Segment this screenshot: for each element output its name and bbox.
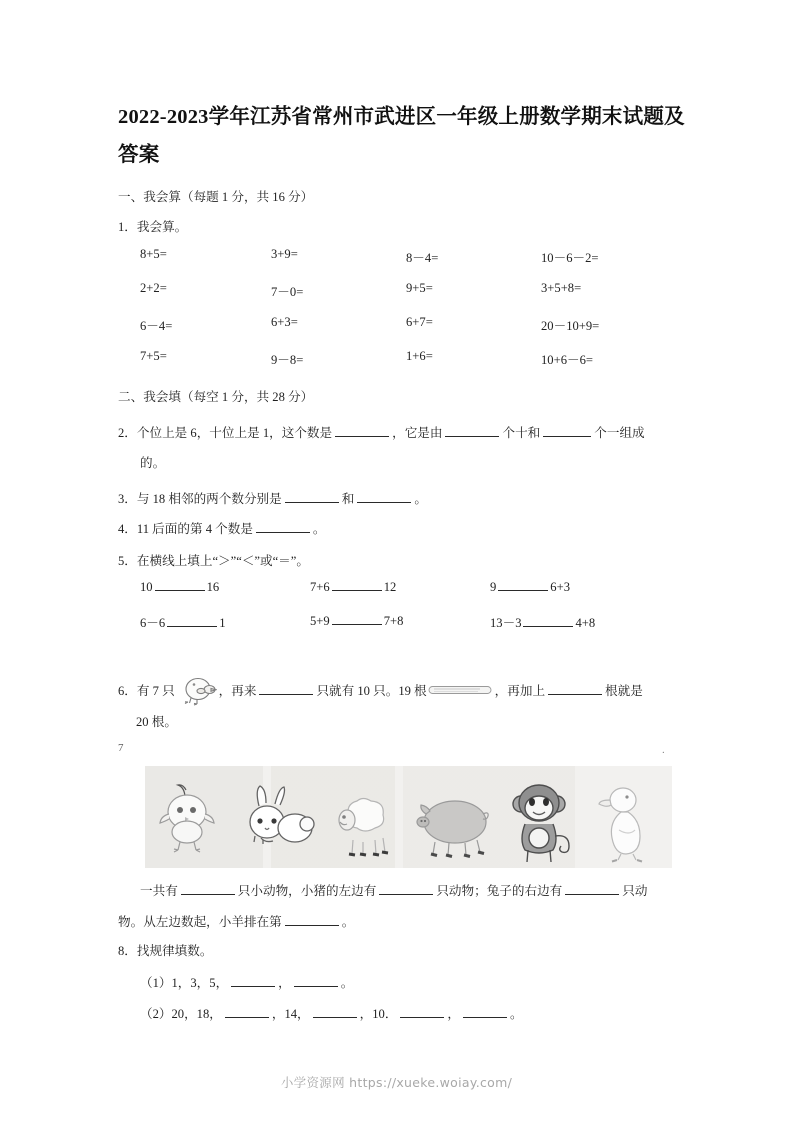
question-4-text-b: 。: [312, 522, 326, 536]
comparison-right: 16: [206, 580, 220, 594]
answer-blank[interactable]: [565, 881, 619, 895]
sequence-sep: ，14，: [271, 1007, 310, 1021]
table-row: [140, 612, 688, 646]
answer-blank[interactable]: [285, 489, 339, 503]
question-2-text-d: 个一组成: [594, 426, 645, 440]
question-7-text-f: 。: [341, 915, 355, 929]
answer-blank[interactable]: [379, 881, 433, 895]
comparison-left: 10: [140, 580, 153, 594]
question-7-text-c: 只动物；兔子的右边有: [436, 884, 563, 898]
answer-blank[interactable]: [498, 578, 548, 591]
sequence-sep: ，: [278, 976, 291, 990]
arithmetic-problem: 3+9=: [271, 247, 298, 261]
question-5-label: 5．在横线上填上“＞”“＜”或“＝”。: [118, 554, 309, 568]
arithmetic-problem: 10+6－6=: [541, 353, 593, 367]
sequence-sep: ，10．: [359, 1007, 398, 1021]
question-2-text-a: 2．个位上是 6，十位上是 1，这个数是: [118, 426, 333, 440]
comparison-left: 5+9: [310, 614, 330, 628]
arithmetic-problem: 9－8=: [271, 353, 304, 367]
answer-blank[interactable]: [332, 612, 382, 625]
question-1-label: 1．我会算。: [118, 220, 188, 234]
animal-sheep: [321, 770, 413, 866]
chick-icon: [177, 676, 217, 706]
section-2-heading: 二、我会填（每空 1 分，共 28 分）: [118, 390, 314, 404]
arithmetic-problem: 2+2=: [140, 281, 167, 295]
question-6-text-e: 根就是: [605, 684, 643, 698]
answer-blank[interactable]: [332, 578, 382, 591]
answer-blank[interactable]: [231, 973, 275, 987]
animal-duck: [583, 770, 675, 866]
arithmetic-problem: 3+5+8=: [541, 281, 582, 295]
comparison-right: 6+3: [550, 580, 570, 594]
answer-blank[interactable]: [167, 614, 217, 627]
comparison-item: [490, 578, 570, 595]
arithmetic-problem: 1+6=: [406, 349, 433, 363]
question-8-list: [140, 968, 523, 1030]
question-7: [118, 876, 690, 938]
question-3: [118, 484, 427, 514]
answer-blank[interactable]: [357, 489, 411, 503]
comparison-left: 6－6: [140, 616, 166, 630]
comparison-left: 9: [490, 580, 497, 594]
watermark: 小学资源网 https://xueke.woiay.com/: [280, 1075, 513, 1090]
comparison-left: 7+6: [310, 580, 330, 594]
question-6-line1: [118, 676, 690, 707]
animal-rabbit: [233, 770, 325, 866]
answer-blank[interactable]: [445, 423, 499, 437]
question-6-text-c: 只就有 10 只。19 根: [316, 684, 427, 698]
comparison-right: 12: [383, 580, 397, 594]
sequence-suffix: 。: [510, 1007, 523, 1021]
question-7-text-a: 一共有: [140, 884, 178, 898]
question-7-line1: [140, 876, 690, 907]
answer-blank[interactable]: [313, 1004, 357, 1018]
answer-blank[interactable]: [543, 423, 591, 437]
question-7-text-d: 只动: [622, 884, 648, 898]
question-2: [118, 418, 690, 448]
answer-blank[interactable]: [285, 912, 339, 926]
comparison-item: [490, 612, 595, 631]
question-3-text-a: 3．与 18 相邻的两个数分别是: [118, 492, 282, 506]
question-7-number: 7: [118, 742, 124, 754]
question-7-text-e: 物。从左边数起，小羊排在第: [118, 915, 282, 929]
question-3-text-c: 。: [414, 492, 427, 506]
question-6-text-a: 6．有 7 只: [118, 684, 175, 698]
question-2-line2: 的。: [140, 456, 166, 470]
question-6-text-d: ，再加上: [494, 684, 546, 698]
arithmetic-problem: 7+5=: [140, 349, 167, 363]
sequence-sep: ，: [447, 1007, 461, 1021]
arithmetic-problem: 6－4=: [140, 319, 173, 333]
arithmetic-problem: 9+5=: [406, 281, 433, 295]
question-7-line2: [118, 907, 690, 938]
question-3-text-b: 和: [341, 492, 355, 506]
comparison-item: [140, 578, 219, 595]
animal-monkey: [497, 770, 589, 866]
answer-blank[interactable]: [259, 681, 313, 695]
table-row: [140, 349, 688, 383]
answer-blank[interactable]: [225, 1004, 269, 1018]
question-8-item-2: [140, 999, 523, 1030]
question-6-line2: 20 根。: [136, 715, 177, 729]
comparison-item: [310, 612, 403, 629]
comparison-item: [140, 612, 225, 631]
question-4: [118, 514, 326, 544]
arithmetic-problem: 7－0=: [271, 285, 304, 299]
table-row: [140, 578, 688, 612]
sequence-prefix: （2）20，18，: [140, 1007, 222, 1021]
question-4-text-a: 4．11 后面的第 4 个数是: [118, 522, 253, 536]
stick-icon: [428, 677, 494, 689]
question-6-text-b: ，再来: [218, 684, 257, 698]
question-7-text-b: 只小动物，小猪的左边有: [237, 884, 377, 898]
arithmetic-problem: 6+7=: [406, 315, 433, 329]
answer-blank[interactable]: [463, 1004, 507, 1018]
animal-pig: [409, 770, 501, 866]
comparison-grid: [140, 578, 688, 646]
question-2-text-b: ，它是由: [392, 426, 443, 440]
arithmetic-problem: 10－6－2=: [541, 251, 599, 265]
comparison-right: 1: [219, 616, 226, 630]
sequence-suffix: 。: [340, 976, 354, 990]
arithmetic-problem: 6+3=: [271, 315, 298, 329]
section-1-heading: 一、我会算（每题 1 分，共 16 分）: [118, 190, 314, 204]
comparison-right: 7+8: [383, 614, 404, 628]
answer-blank[interactable]: [181, 881, 235, 895]
arithmetic-problem: 8+5=: [140, 247, 167, 261]
table-row: [140, 281, 688, 315]
question-8-item-1: [140, 968, 523, 999]
answer-blank[interactable]: [294, 973, 338, 987]
question-6: [118, 676, 690, 738]
page-title: 2022-2023学年江苏省常州市武进区一年级上册数学期末试题及答案: [118, 106, 685, 166]
animal-picture-band: [145, 766, 672, 868]
question-8-label: 8．找规律填数。: [118, 944, 213, 958]
table-row: [140, 315, 688, 349]
answer-blank[interactable]: [548, 681, 602, 695]
comparison-left: 13－3: [490, 616, 522, 630]
question-7-dot: .: [662, 744, 665, 756]
arithmetic-problem: 20－10+9=: [541, 319, 600, 333]
arithmetic-grid: [140, 247, 688, 383]
answer-blank[interactable]: [523, 614, 573, 627]
comparison-right: 4+8: [575, 616, 596, 630]
arithmetic-problem: 8－4=: [406, 251, 439, 265]
answer-blank[interactable]: [400, 1004, 444, 1018]
sequence-prefix: （1）1，3，5，: [140, 976, 229, 990]
answer-blank[interactable]: [155, 578, 205, 591]
animal-chick: [147, 770, 239, 866]
answer-blank[interactable]: [256, 519, 310, 533]
table-row: [140, 247, 688, 281]
answer-blank[interactable]: [335, 423, 389, 437]
comparison-item: [310, 578, 396, 595]
question-2-text-c: 个十和: [502, 426, 541, 440]
